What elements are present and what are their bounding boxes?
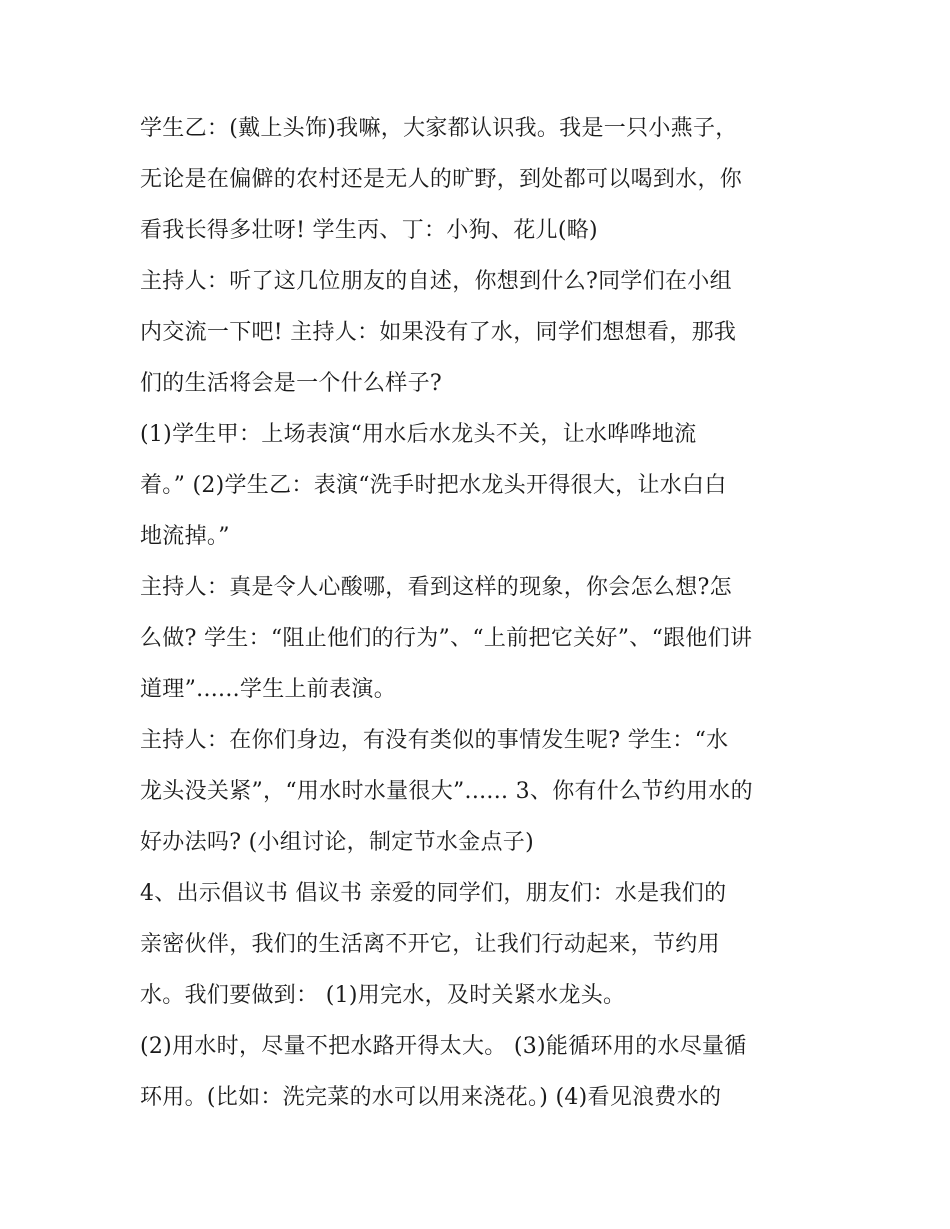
text-line: 水。我们要做到： (1)用完水，及时关紧水龙头。 (140, 983, 626, 1008)
text-line: 龙头没关紧”，“用水时水量很大”...... 3、你有什么节约用水的 (140, 779, 753, 804)
text-line: 们的生活将会是一个什么样子? (140, 371, 442, 396)
text-line: 看我长得多壮呀! 学生丙、丁：小狗、花儿(略) (140, 218, 598, 243)
text-line: (2)用水时，尽量不把水路开得太大。 (3)能循环用的水尽量循 (140, 1034, 747, 1059)
text-line: (1)学生甲：上场表演“用水后水龙头不关，让水哗哗地流 (140, 422, 697, 447)
text-line: 内交流一下吧! 主持人：如果没有了水，同学们想想看，那我 (140, 320, 737, 345)
document-body (140, 103, 830, 1123)
text-line: 亲密伙伴，我们的生活离不开它，让我们行动起来，节约用 (140, 932, 720, 957)
text-line: 主持人：在你们身边，有没有类似的事情发生呢? 学生：“水 (140, 728, 729, 753)
text-line: 4、出示倡议书 倡议书 亲爱的同学们，朋友们：水是我们的 (140, 881, 727, 906)
text-line: 学生乙：(戴上头饰)我嘛，大家都认识我。我是一只小燕子， (140, 116, 738, 141)
text-line: 主持人：真是令人心酸哪，看到这样的现象，你会怎么想?怎 (140, 575, 732, 600)
text-line: 着。” (2)学生乙：表演“洗手时把水龙头开得很大，让水白白 (140, 473, 727, 498)
text-line: 主持人：听了这几位朋友的自述，你想到什么?同学们在小组 (140, 269, 732, 294)
text-line: 道理”......学生上前表演。 (140, 677, 397, 702)
text-line: 地流掉。” (140, 524, 230, 549)
text-line: 环用。(比如：洗完菜的水可以用来浇花。) (4)看见浪费水的 (140, 1085, 722, 1110)
text-line: 么做? 学生：“阻止他们的行为”、“上前把它关好”、“跟他们讲 (140, 626, 753, 651)
text-line: 好办法吗? (小组讨论，制定节水金点子) (140, 830, 534, 855)
text-line: 无论是在偏僻的农村还是无人的旷野，到处都可以喝到水，你 (140, 167, 743, 192)
